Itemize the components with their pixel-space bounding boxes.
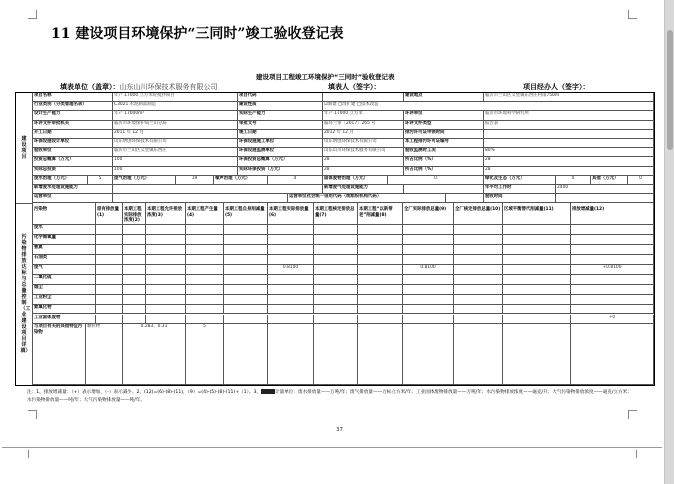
- pollutant-value: [571, 225, 654, 235]
- row-label: 实际环保投资（万元）: [238, 167, 323, 176]
- row-label: 本工程排污许可证编号: [404, 139, 484, 148]
- pollutant-value: [314, 265, 358, 275]
- related-pollutant-empty: [268, 324, 314, 385]
- row-label: 环保投资总概算（万元）: [238, 157, 323, 166]
- pollutant-value: [268, 315, 314, 325]
- form-subtitle: 建设项目工程竣工环境保护“三同时”验收登记表: [256, 73, 395, 81]
- row-label: 实际总投资: [33, 167, 113, 176]
- row-label: 验收监测时工况: [404, 148, 484, 157]
- pollutant-name: 废水: [33, 225, 96, 235]
- construction-nature-checkboxes: ☑新建 □改扩建 □技术改造: [323, 102, 654, 111]
- related-pollutants-label: 与项目有关的其他特征污染物: [33, 324, 86, 385]
- fill-unit: [60, 82, 218, 92]
- pollutant-value: [454, 295, 503, 305]
- row-label: 环保设施设计单位: [33, 139, 113, 148]
- vertical-scrollbar[interactable]: [664, 0, 674, 484]
- credit-code-value: [446, 194, 484, 203]
- row-value: 28: [323, 157, 404, 166]
- side-label-build-project: [16, 93, 33, 204]
- row-label: 行业类别（分类管理名录）: [33, 102, 113, 111]
- row-value: 年产 17000 立方米砼搅拌项目: [113, 93, 238, 102]
- row-value: [484, 130, 654, 139]
- acceptance-form-table: [15, 92, 655, 386]
- row-label: 环评文件审批机关: [33, 121, 113, 130]
- related-pollutant-concentration: 0.283、0.31: [123, 324, 186, 385]
- pollutant-value: [146, 305, 186, 315]
- pollutant-value: [454, 265, 503, 275]
- pollutant-value: [314, 255, 358, 265]
- pollutant-name: 工业固体废物: [33, 315, 96, 325]
- capacity-value: [113, 185, 323, 194]
- row-value: 临沂市环境科学研究所: [484, 111, 654, 120]
- row-label: 所占比例（%）: [404, 167, 484, 176]
- row-value: 2012 年 12 月: [323, 130, 404, 139]
- related-pollutant-empty: [403, 324, 454, 385]
- pollutant-value: [224, 245, 268, 255]
- pollutant-value: [224, 225, 268, 235]
- row-label: 验收单位: [33, 148, 113, 157]
- row-label: 环保设施监测单位: [238, 148, 323, 157]
- pollutant-value: [503, 235, 571, 245]
- pollutant-value: [503, 245, 571, 255]
- row-label: 环保设施施工单位: [238, 139, 323, 148]
- pollutant-value: [96, 245, 123, 255]
- row-value: 28: [323, 167, 404, 176]
- investment-cell: 5: [88, 176, 113, 185]
- investment-cell: 19: [176, 176, 214, 185]
- row-label: 环评文件类型: [404, 121, 484, 130]
- investment-cell: 其他（万元）: [591, 176, 628, 185]
- margin-tick-right: [636, 450, 637, 458]
- row-label: 项目代码: [238, 93, 323, 102]
- pollutant-value: [314, 315, 358, 325]
- pollutant-value: [224, 235, 268, 245]
- capacity-value: [404, 185, 484, 194]
- row-value: 年产 17000m³: [113, 111, 238, 120]
- pollutant-value: [123, 275, 146, 285]
- pollutant-value: [314, 285, 358, 295]
- pollutant-value: [403, 275, 454, 285]
- pollutant-value: [146, 255, 186, 265]
- pollutant-value: [314, 305, 358, 315]
- pollutant-value: [268, 285, 314, 295]
- side-label-pollution: [16, 203, 33, 386]
- pollutant-value: 0.8100: [403, 265, 454, 275]
- row-value: 临沂市环境保护局兰山分局: [113, 121, 238, 130]
- row-label: 竣工日期: [238, 130, 323, 139]
- pollutant-name: 烟尘: [33, 285, 96, 295]
- pollutant-value: [358, 235, 403, 245]
- operator-value: [113, 194, 288, 203]
- row-value: 80%: [484, 148, 654, 157]
- pollutant-value: [454, 315, 503, 325]
- pollutant-value: [358, 225, 403, 235]
- row-label: 建设性质: [238, 102, 323, 111]
- pollutant-value: [123, 305, 146, 315]
- pollutant-value: [403, 225, 454, 235]
- pollutant-value: [186, 265, 224, 275]
- investment-cell: 废气治理（万元）: [113, 176, 176, 185]
- corner-mark-bottom-left: [28, 410, 37, 419]
- acceptance-date-value: [556, 194, 654, 203]
- row-label: 项目名称: [33, 93, 113, 102]
- pollutant-value: [146, 315, 186, 325]
- pollutant-value: [186, 305, 224, 315]
- row-value: 28: [484, 167, 654, 176]
- row-value: 报告表: [484, 121, 654, 130]
- pollutant-value: [96, 275, 123, 285]
- pollutant-value: [503, 295, 571, 305]
- row-label: 建设地点: [404, 93, 484, 102]
- filler-label: 填表人（签字）：: [328, 83, 381, 91]
- corner-mark-top-right: [628, 10, 637, 19]
- pollutant-value: [146, 285, 186, 295]
- pollutant-column-header: 全厂实际排放总量(9): [403, 203, 454, 225]
- pollutant-value: [503, 225, 571, 235]
- pollutant-column-header: 本期工程允许排放浓度(3): [146, 203, 186, 225]
- pollutant-column-header: 排放增减量(12): [571, 203, 654, 225]
- footnote-part-1: 注：1、排放增减量：（+）表示增加，（-）表示减少。2、(12)=(6)-(8)-(11)，（9）=(4)-(5)-(8)-(11)+（1）。3、: [27, 390, 261, 395]
- pollutant-value: [571, 285, 654, 295]
- row-value: 临环兰审〔2017〕265 号: [323, 121, 404, 130]
- investment-cell: 0: [628, 176, 654, 185]
- pollutant-column-header: 本期工程产生量(4): [186, 203, 224, 225]
- pollutant-value: [403, 255, 454, 265]
- acceptance-date-label: 验收时间: [484, 194, 556, 203]
- pollutant-value: [123, 285, 146, 295]
- pollutant-value: [571, 235, 654, 245]
- investment-cell: 0: [556, 176, 591, 185]
- pollutant-value: [224, 255, 268, 265]
- pollutant-value: [503, 305, 571, 315]
- row-value: 临沂市兰山区义堂镇东西庄村南750m: [484, 93, 654, 102]
- pollutant-value: [268, 305, 314, 315]
- related-pollutant-empty: [224, 324, 268, 385]
- pollutant-value: [96, 285, 123, 295]
- pollutant-value: [186, 315, 224, 325]
- pollutant-value: [454, 255, 503, 265]
- pollutant-value: [571, 305, 654, 315]
- row-value: 100: [113, 167, 238, 176]
- footnote-part-2: 计量单位：废水排放量——万吨/年；废气排放量——万标立方米/年；工业固体废物排放量——万吨/年；水污染物排放浓度——毫克/升；大气污染物排放浓度——毫克/立方米；水污染物排放量——吨/年；大气污染物排放量——吨/年。: [27, 390, 632, 403]
- pollutant-value: [454, 225, 503, 235]
- pollutant-value: [123, 245, 146, 255]
- pollutant-value: [123, 255, 146, 265]
- pollutant-value: [454, 275, 503, 285]
- pollutant-value: [224, 275, 268, 285]
- row-value: [484, 139, 654, 148]
- fill-unit-label: 填表单位（盖章）：: [60, 83, 120, 91]
- scrollbar-thumb[interactable]: [667, 30, 673, 150]
- row-value: [323, 93, 404, 102]
- pollutant-value: [571, 255, 654, 265]
- pollutant-value: [123, 225, 146, 235]
- pollutant-value: [224, 305, 268, 315]
- row-value: C3021 水泥制品制造: [113, 102, 238, 111]
- capacity-label: 新增废气处理设施能力: [323, 185, 404, 194]
- pollutant-name: 废气: [33, 265, 96, 275]
- pollutant-value: [186, 275, 224, 285]
- work-hours-label: 年平均工作时: [484, 185, 556, 194]
- row-value: 山东山川环保技术服务有限公司: [323, 148, 404, 157]
- pollutant-name: 化学需氧量: [33, 235, 96, 245]
- row-label: 审批文号: [238, 121, 323, 130]
- related-pollutant-empty: [314, 324, 358, 385]
- capacity-label: 新增废水处理设施能力: [33, 185, 113, 194]
- pollutant-value: +0: [571, 315, 654, 325]
- pollutant-value: [186, 235, 224, 245]
- pollutant-value: +0.8100: [571, 265, 654, 275]
- row-value: 山东明创环保技术有限公司: [113, 139, 238, 148]
- row-value: 100: [113, 157, 238, 166]
- pollutant-column-header: 全厂核定排放总量(10): [454, 203, 503, 225]
- pollutant-value: [96, 235, 123, 245]
- pollutant-value: [571, 245, 654, 255]
- pollutant-value: [358, 275, 403, 285]
- related-pollutant-limit: 5: [186, 324, 224, 385]
- pollutant-value: [146, 265, 186, 275]
- pollutant-value: [186, 225, 224, 235]
- row-label: 设计生产能力: [33, 111, 113, 120]
- pollutant-value: [146, 245, 186, 255]
- pollutant-value: [454, 285, 503, 295]
- manager-label: 项目经办人（签字）：: [523, 83, 590, 91]
- pollutant-value: [96, 255, 123, 265]
- page-break-line: [2, 447, 662, 448]
- corner-mark-top-left: [28, 10, 37, 19]
- fill-unit-value: 山东山川环保技术服务有限公司: [119, 83, 218, 91]
- pollutant-value: [454, 245, 503, 255]
- pollutant-value: [358, 265, 403, 275]
- pollutant-value: [314, 295, 358, 305]
- pollutant-value: [146, 235, 186, 245]
- redacted-block: [261, 389, 275, 394]
- row-value: 28: [484, 157, 654, 166]
- row-label: 排污许可证申领时间: [404, 130, 484, 139]
- pollutant-value: [358, 285, 403, 295]
- pollutant-value: [571, 275, 654, 285]
- pollutant-value: 0.8100: [268, 265, 314, 275]
- pollutant-value: [503, 255, 571, 265]
- investment-cell: 噪声治理（万元）: [214, 176, 268, 185]
- related-pollutant-empty: [503, 324, 571, 385]
- pollutant-value: [403, 245, 454, 255]
- pollutant-value: [96, 265, 123, 275]
- side-label-build-project-text: 建设项目: [21, 136, 27, 161]
- pollutant-value: [224, 265, 268, 275]
- pollutant-column-header: 区域平衡替代削减量(11): [503, 203, 571, 225]
- pollutant-value: [146, 225, 186, 235]
- pollutant-name: 石油类: [33, 255, 96, 265]
- row-label: 投资总概算（万元）: [33, 157, 113, 166]
- pollutant-value: [358, 295, 403, 305]
- pollutant-value: [503, 265, 571, 275]
- investment-cell: 废水治理（万元）: [33, 176, 88, 185]
- pollutant-value: [123, 265, 146, 275]
- pollutant-value: [96, 295, 123, 305]
- pollutant-value: [123, 235, 146, 245]
- pollutant-name: 氮氧化物: [33, 305, 96, 315]
- pollutant-name: 氨氮: [33, 245, 96, 255]
- pollutant-value: [403, 315, 454, 325]
- pollutant-value: [403, 285, 454, 295]
- margin-tick-left: [28, 450, 29, 458]
- pollutant-value: [454, 305, 503, 315]
- row-value: 2011 年 12 月: [113, 130, 238, 139]
- credit-code-label: 运营单位社会统一信用代码（或组织机构代码）: [288, 194, 446, 203]
- pollutant-value: [268, 295, 314, 305]
- pollutant-column-header: 本期工程实际排放浓度(2): [123, 203, 146, 225]
- pollutant-value: [268, 255, 314, 265]
- pollutant-value: [224, 295, 268, 305]
- pollutant-value: [358, 245, 403, 255]
- row-label: 环评单位: [404, 111, 484, 120]
- pollutant-value: [96, 225, 123, 235]
- pollutant-column-header: 本期工程自身削减量(5): [224, 203, 268, 225]
- pollutant-value: [358, 305, 403, 315]
- related-pollutant-name: 颗粒物: [86, 324, 123, 385]
- pollutant-value: [358, 255, 403, 265]
- pollutant-value: [186, 285, 224, 295]
- row-label: 所占比例（%）: [404, 157, 484, 166]
- investment-cell: 绿化及生态（万元）: [484, 176, 556, 185]
- pollutant-value: [186, 295, 224, 305]
- pollutant-value: [314, 275, 358, 285]
- pollutant-name: 二氧化硫: [33, 275, 96, 285]
- corner-mark-bottom-right: [628, 410, 637, 419]
- operator-label: 运营单位: [33, 194, 113, 203]
- pollutant-value: [224, 285, 268, 295]
- pollutant-value: [146, 295, 186, 305]
- pollutant-value: [268, 235, 314, 245]
- pollutant-value: [503, 315, 571, 325]
- pollutant-value: [403, 295, 454, 305]
- row-value: 年产 17000 立方米: [323, 111, 404, 120]
- investment-cell: 4: [268, 176, 323, 185]
- pollutant-value: [96, 305, 123, 315]
- row-value: 临沂市兰山区义堂镇东西庄: [113, 148, 238, 157]
- side-label-pollution-text: 污染物排放达标与总量控制（工业建设项目详填）: [20, 234, 31, 355]
- pollutant-value: [503, 285, 571, 295]
- pollutant-value: [268, 225, 314, 235]
- pollutant-value: [503, 275, 571, 285]
- pollutant-value: [186, 245, 224, 255]
- pollutant-value: [123, 295, 146, 305]
- pollutant-value: [571, 295, 654, 305]
- investment-cell: 0: [388, 176, 484, 185]
- pollutant-value: [268, 275, 314, 285]
- pollutant-column-header: 本期工程核定排放总量(7): [314, 203, 358, 225]
- page-number: 37: [336, 427, 343, 433]
- row-value: 山东明创环保技术有限公司: [323, 139, 404, 148]
- pollutant-value: [123, 315, 146, 325]
- row-label: 开工日期: [33, 130, 113, 139]
- work-hours-value: 2400: [556, 185, 654, 194]
- pollutant-value: [146, 275, 186, 285]
- pollutant-value: [186, 255, 224, 265]
- pollutant-value: [403, 235, 454, 245]
- pollutant-value: [268, 245, 314, 255]
- row-label: 实际生产能力: [238, 111, 323, 120]
- pollutant-column-header: 原有排放量(1): [96, 203, 123, 225]
- pollutant-value: [96, 315, 123, 325]
- pollutant-column-header: 污染物: [33, 203, 96, 225]
- pollutant-value: [224, 315, 268, 325]
- pollutant-value: [454, 235, 503, 245]
- pollutant-value: [403, 305, 454, 315]
- pollutant-name: 工业粉尘: [33, 295, 96, 305]
- pollutant-value: [314, 235, 358, 245]
- related-pollutant-empty: [358, 324, 403, 385]
- related-pollutant-empty: [454, 324, 503, 385]
- document-title: 11 建设项目环境保护“三同时”竣工验收登记表: [51, 26, 344, 42]
- footnote: [27, 389, 633, 405]
- pollutant-value: [314, 225, 358, 235]
- investment-cell: 固体废物治理（万元）: [323, 176, 388, 185]
- related-pollutant-empty: [571, 324, 654, 385]
- pollutant-column-header: 本期工程“以新带老”削减量(8): [358, 203, 403, 225]
- pollutant-value: [358, 315, 403, 325]
- pollutant-value: [314, 245, 358, 255]
- pollutant-column-header: 本期工程实际排放量(6): [268, 203, 314, 225]
